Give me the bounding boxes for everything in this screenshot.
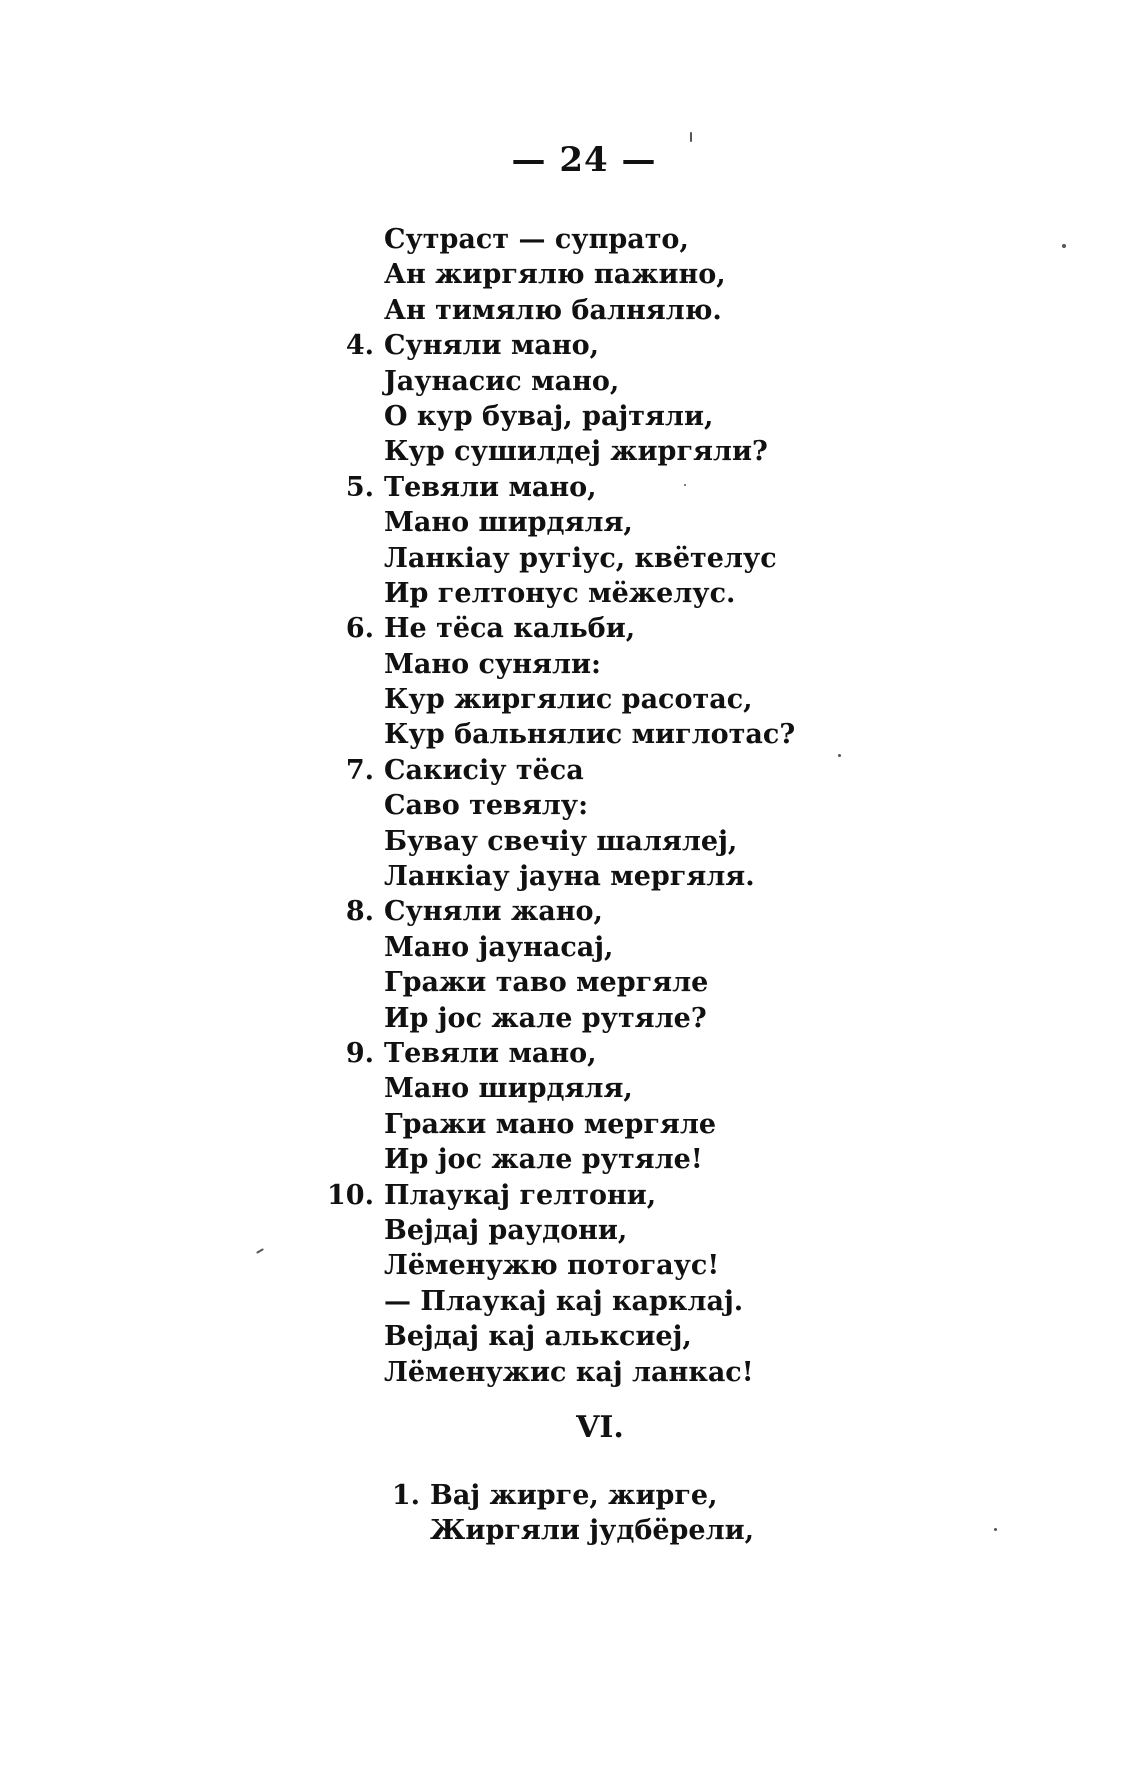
verse-number: 5.: [345, 471, 374, 503]
verse-text: Тевяли мано,: [384, 471, 597, 503]
verse-line-numbered: [345, 753, 984, 788]
verse-text: Ир јос жале рутяле?: [384, 1002, 707, 1034]
verse-line: [384, 399, 984, 434]
verse-text: Не тёса кальби,: [384, 613, 636, 645]
verse-number: 10.: [327, 1179, 374, 1211]
verse-line: [384, 1107, 984, 1142]
verse-line-numbered: [345, 1036, 984, 1071]
verse-line: [384, 1001, 984, 1036]
verse-line: [384, 222, 984, 257]
verse-line: [430, 1513, 990, 1548]
verse-text: Јаунасис мано,: [384, 365, 620, 397]
verse-line: [384, 364, 984, 399]
verse-line: [384, 1142, 984, 1177]
verse-text: Мано ширдяля,: [384, 1073, 633, 1105]
verse-text: Кур жиргялис расотас,: [384, 684, 753, 716]
verse-line: [384, 1071, 984, 1106]
verse-line: [384, 541, 984, 576]
verse-text: Мано јаунасај,: [384, 931, 614, 963]
verse-text: Вај жирге, жирге,: [430, 1480, 718, 1511]
section-verse-block: [391, 1478, 990, 1549]
verse-text: Вејдај раудони,: [384, 1214, 628, 1246]
verse-line: [384, 434, 984, 469]
verse-line-numbered: [345, 328, 984, 363]
verse-text: — Плаукај кај карклај.: [384, 1285, 744, 1317]
verse-line: [384, 965, 984, 1000]
verse-text: Вејдај кај альксиеј,: [384, 1321, 692, 1353]
verse-text: Ир јос жале рутяле!: [384, 1144, 703, 1176]
scan-speck: [684, 484, 686, 486]
verse-text: Лёменужис кај ланкас!: [384, 1356, 754, 1388]
verse-line: [384, 505, 984, 540]
verse-line: [384, 1355, 984, 1390]
section-heading: VI.: [576, 1410, 624, 1445]
verse-line: [384, 1319, 984, 1354]
verse-text: Суняли жано,: [384, 896, 603, 928]
page-number: — 24 —: [511, 140, 657, 180]
verse-line: [384, 293, 984, 328]
verse-line: [384, 1213, 984, 1248]
verse-text: Саво тевялу:: [384, 790, 589, 822]
verse-line-numbered: [345, 894, 984, 929]
verse-text: Ан тимялю балнялю.: [384, 294, 722, 326]
verse-line: [384, 717, 984, 752]
verse-line-numbered: [345, 470, 984, 505]
verse-text: Сутраст — супрато,: [384, 224, 689, 255]
scan-speck: [1062, 244, 1066, 248]
verse-line: [384, 647, 984, 682]
verse-line: [384, 257, 984, 292]
verse-text: Мано ширдяля,: [384, 507, 633, 539]
verse-line: [384, 859, 984, 894]
verse-text: Ланкіау јауна мергяля.: [384, 861, 755, 893]
verse-text: Гражи мано мергяле: [384, 1108, 717, 1140]
verse-text: Кур сушилдеј жиргяли?: [384, 436, 768, 468]
scan-speck: [256, 1248, 264, 1254]
verse-number: 6.: [345, 613, 374, 645]
verse-text: Ир гелтонус мёжелус.: [384, 577, 736, 609]
verse-block: [327, 222, 984, 1390]
verse-text: Жиргяли јудбёрели,: [430, 1515, 755, 1547]
verse-number: 4.: [345, 330, 374, 362]
verse-number: 7.: [345, 754, 374, 786]
verse-line-numbered: [345, 611, 984, 646]
verse-line: [384, 682, 984, 717]
verse-line: [384, 576, 984, 611]
verse-text: Суняли мано,: [384, 330, 600, 362]
verse-text: Лёменужю потогаус!: [384, 1250, 720, 1282]
verse-line: [384, 930, 984, 965]
verse-line: [384, 788, 984, 823]
verse-text: Ан жиргялю пажино,: [384, 259, 726, 291]
verse-text: Ланкіау ругіус, квётелус: [384, 542, 777, 574]
verse-number: 9.: [345, 1037, 374, 1069]
scan-speck: [690, 132, 692, 142]
verse-text: Сакисіу тёса: [384, 754, 584, 786]
verse-line-numbered: [327, 1178, 984, 1213]
verse-line: [384, 1248, 984, 1283]
verse-line-numbered: [391, 1478, 990, 1513]
verse-text: Бувау свечіу шалялеј,: [384, 825, 738, 857]
verse-text: Гражи таво мергяле: [384, 967, 709, 999]
verse-number: 8.: [345, 896, 374, 928]
scan-speck: [838, 754, 841, 757]
verse-line: [384, 824, 984, 859]
verse-text: Тевяли мано,: [384, 1037, 597, 1069]
verse-text: Мано суняли:: [384, 648, 602, 680]
verse-line: [384, 1284, 984, 1319]
verse-number: 1.: [391, 1480, 420, 1511]
verse-text: Кур бальнялис миглотас?: [384, 719, 796, 751]
verse-text: О кур бувај, рајтяли,: [384, 400, 714, 432]
scan-speck: [994, 1528, 997, 1531]
verse-text: Плаукај гелтони,: [384, 1179, 657, 1211]
